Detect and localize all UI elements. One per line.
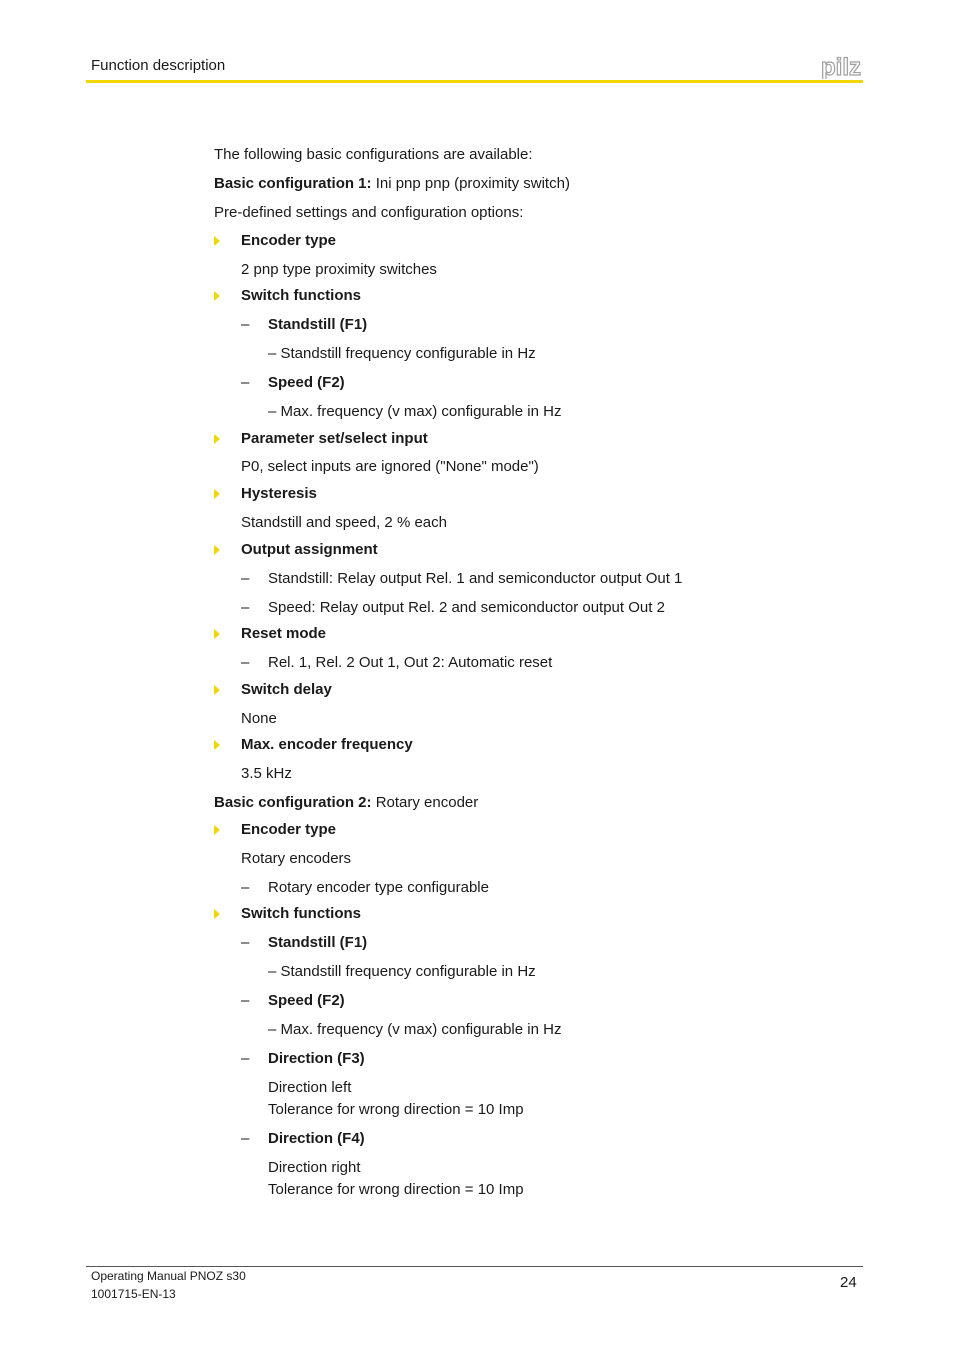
c1-speed-label: Speed (F2) [268,374,345,391]
c1-output-item: Standstill: Relay output Rel. 1 and semiconductor output Out 1 [268,570,683,587]
c1-reset-mode-item: Rel. 1, Rel. 2 Out 1, Out 2: Automatic reset [268,654,553,671]
dash-marker: – [241,992,250,1009]
bullet-triangle-icon [214,545,220,555]
dash-marker: – [241,934,250,951]
c1-switch-functions-label: Switch functions [241,287,361,304]
dash-marker: – [241,599,250,616]
c1-standstill-label: Standstill (F1) [268,316,368,333]
config1-heading-value: Ini pnp pnp (proximity switch) [371,175,570,192]
c1-parameter-set-label: Parameter set/select input [241,430,428,447]
c1-standstill-desc: – Standstill frequency configurable in Hz [268,345,536,362]
bullet-triangle-icon [214,489,220,499]
intro-text: The following basic configurations are available: [214,146,533,163]
bullet-triangle-icon [214,236,220,246]
c1-reset-mode-label: Reset mode [241,625,327,642]
c2-speed-desc: – Max. frequency (v max) configurable in Hz [268,1021,562,1038]
footer-manual-title: Operating Manual PNOZ s30 [91,1269,246,1283]
c1-speed-desc: – Max. frequency (v max) configurable in Hz [268,403,562,420]
header-rule [86,80,863,83]
c1-switch-delay-label: Switch delay [241,681,332,698]
c2-encoder-type-value: Rotary encoders [241,850,352,867]
bullet-triangle-icon [214,825,220,835]
dash-marker: – [241,654,250,671]
dash-marker: – [241,374,250,391]
bullet-triangle-icon [214,685,220,695]
c2-switch-functions-label: Switch functions [241,905,361,922]
dash-marker: – [241,879,250,896]
c2-speed-label: Speed (F2) [268,992,345,1009]
bullet-triangle-icon [214,909,220,919]
predefined-text: Pre-defined settings and configuration options: [214,204,524,221]
bullet-triangle-icon [214,629,220,639]
c2-standstill-label: Standstill (F1) [268,934,368,951]
c1-encoder-type-label: Encoder type [241,232,337,249]
dash-marker: – [241,1050,250,1067]
c2-direction3-line1: Direction left [268,1079,352,1096]
c1-switch-delay-value: None [241,710,277,727]
c2-direction3-line2: Tolerance for wrong direction = 10 Imp [268,1101,524,1118]
c2-standstill-desc: – Standstill frequency configurable in Hz [268,963,536,980]
dash-marker: – [241,570,250,587]
dash-marker: – [241,316,250,333]
config2-heading-value: Rotary encoder [371,794,479,811]
c1-output-assignment-label: Output assignment [241,541,378,558]
page-number: 24 [840,1274,857,1291]
header-title: Function description [91,57,226,74]
config2-heading [214,794,478,812]
c1-max-encoder-freq-label: Max. encoder frequency [241,736,413,753]
bullet-triangle-icon [214,740,220,750]
config2-heading-label: Basic configuration 2: [214,794,372,811]
c1-output-item: Speed: Relay output Rel. 2 and semiconductor output Out 2 [268,599,665,616]
c2-direction4-line1: Direction right [268,1159,361,1176]
c2-encoder-type-label: Encoder type [241,821,337,838]
footer-rule [86,1266,863,1267]
dash-marker: – [241,1130,250,1147]
c1-parameter-set-value: P0, select inputs are ignored ("None" mode") [241,458,539,475]
c1-encoder-type-value: 2 pnp type proximity switches [241,261,437,278]
c2-direction4-line2: Tolerance for wrong direction = 10 Imp [268,1181,524,1198]
config1-heading-label: Basic configuration 1: [214,175,372,192]
svg-text:pilz: pilz [821,55,861,79]
c1-hysteresis-value: Standstill and speed, 2 % each [241,514,447,531]
footer-doc-number: 1001715-EN-13 [91,1287,176,1301]
c1-max-encoder-freq-value: 3.5 kHz [241,765,292,782]
c2-direction3-label: Direction (F3) [268,1050,365,1067]
bullet-triangle-icon [214,291,220,301]
c2-direction4-label: Direction (F4) [268,1130,365,1147]
bullet-triangle-icon [214,434,220,444]
c2-encoder-type-item: Rotary encoder type configurable [268,879,489,896]
pilz-logo [821,55,864,79]
config1-heading [214,175,570,193]
c1-hysteresis-label: Hysteresis [241,485,317,502]
